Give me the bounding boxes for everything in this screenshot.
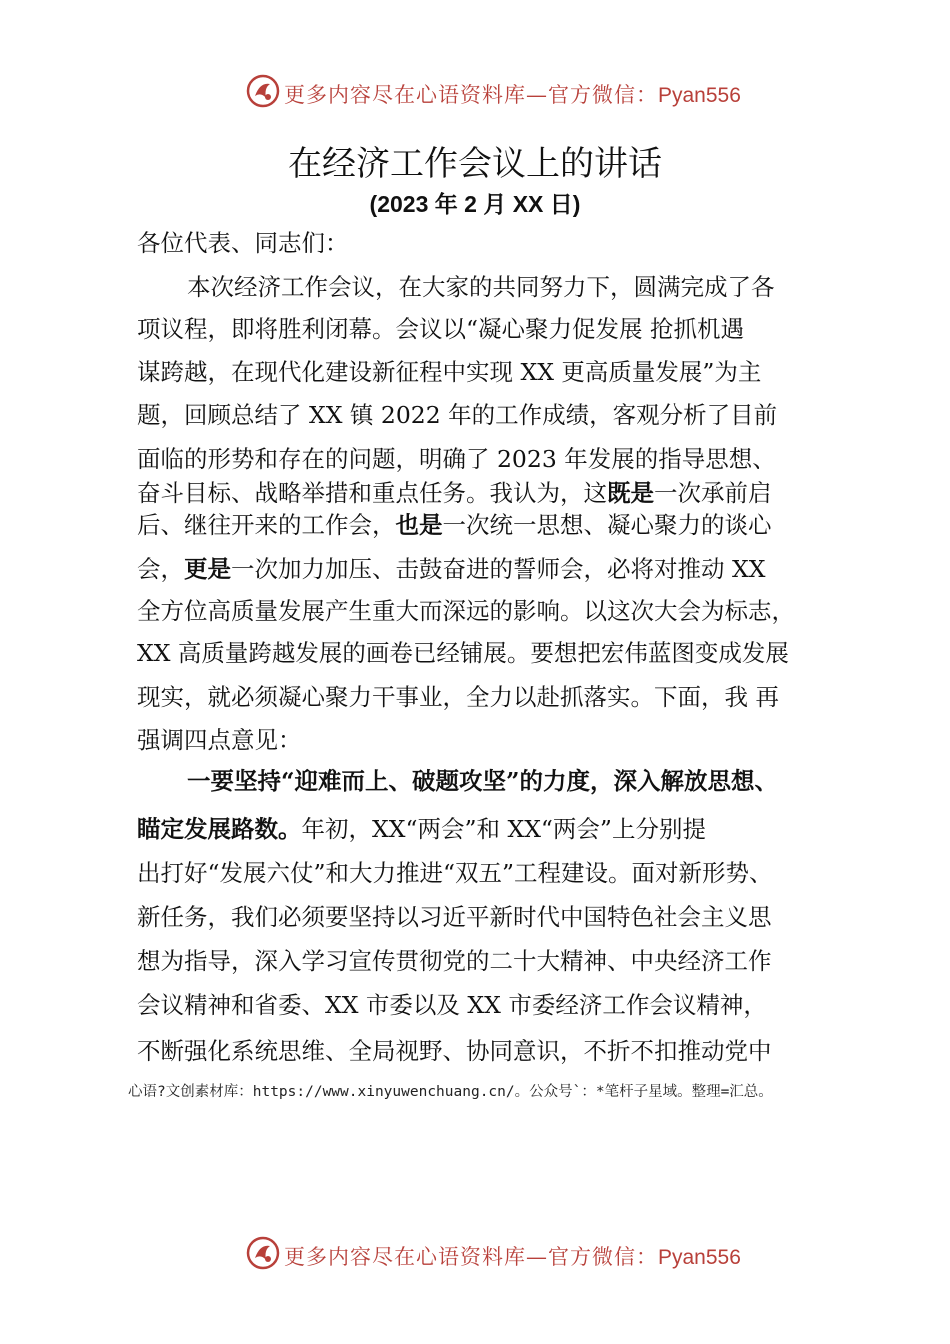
paragraph-line: 全方位高质量发展产生重大而深远的影响。以这次大会为标志，: [137, 597, 795, 625]
top-watermark-banner: [0, 70, 950, 118]
emphasis-text: 更是: [184, 555, 231, 583]
paragraph-line: 本次经济工作会议，在大家的共同努力下，圆满完成了各: [187, 273, 775, 301]
paragraph-line: 强调四点意见：: [137, 726, 302, 754]
document-title: 在经济工作会议上的讲话: [288, 144, 662, 184]
paragraph-line: 后、继往开来的工作会，也是一次统一思想、凝心聚力的谈心: [137, 511, 772, 539]
emphasis-text: 既是: [607, 479, 654, 507]
bottom-watermark-banner: [0, 1232, 950, 1280]
paragraph-line: 想为指导，深入学习宣传贯彻党的二十大精神、中央经济工作: [137, 947, 772, 975]
seal-logo-icon: [246, 1236, 280, 1270]
salutation: 各位代表、同志们：: [137, 229, 349, 257]
section-heading-cont: 瞄定发展路数。: [137, 815, 302, 843]
paragraph-line: 不断强化系统思维、全局视野、协同意识，不折不扣推动党中: [137, 1037, 772, 1065]
paragraph-line: 谋跨越，在现代化建设新征程中实现 XX 更高质量发展”为主: [137, 358, 762, 386]
emphasis-text: 也是: [395, 511, 443, 539]
paragraph-line: 题，回顾总结了 XX 镇 2022 年的工作成绩，客观分析了目前: [137, 401, 778, 429]
footer-note: 心语?文创素材库：https://www.xinyuwenchuang.cn/。公众号`：*笔杆子星域。整理=汇总。: [128, 1084, 773, 1100]
paragraph-line: 奋斗目标、战略举措和重点任务。我认为，这既是一次承前启: [137, 479, 772, 507]
banner-text: 更多内容尽在心语资料库—官方微信：Pyan556: [284, 1245, 741, 1269]
paragraph-line: 新任务，我们必须要坚持以习近平新时代中国特色社会主义思: [137, 903, 772, 931]
paragraph-line: 瞄定发展路数。年初，XX“两会”和 XX“两会”上分别提: [137, 815, 706, 843]
seal-logo-icon: [246, 74, 280, 108]
paragraph-line: 出打好“发展六仗”和大力推进“双五”工程建设。面对新形势、: [137, 859, 773, 887]
paragraph-line: 现实，就必须凝心聚力干事业，全力以赴抓落实。下面，我 再: [137, 683, 779, 711]
document-date: (2023 年 2 月 XX 日): [369, 191, 581, 217]
paragraph-line: 项议程，即将胜利闭幕。会议以“凝心聚力促发展 抢抓机遇: [137, 315, 744, 343]
paragraph-line: XX 高质量跨越发展的画卷已经铺展。要想把宏伟蓝图变成发展: [137, 639, 789, 667]
section-heading: 一要坚持“迎难而上、破题攻坚”的力度，深入解放思想、: [187, 767, 779, 795]
paragraph-line: 会，更是一次加力加压、击鼓奋进的誓师会，必将对推动 XX: [137, 555, 766, 583]
banner-text: 更多内容尽在心语资料库—官方微信：Pyan556: [284, 83, 741, 107]
paragraph-line: 面临的形势和存在的问题，明确了 2023 年发展的指导思想、: [137, 445, 776, 473]
paragraph-line: 会议精神和省委、XX 市委以及 XX 市委经济工作会议精神，: [137, 991, 767, 1019]
